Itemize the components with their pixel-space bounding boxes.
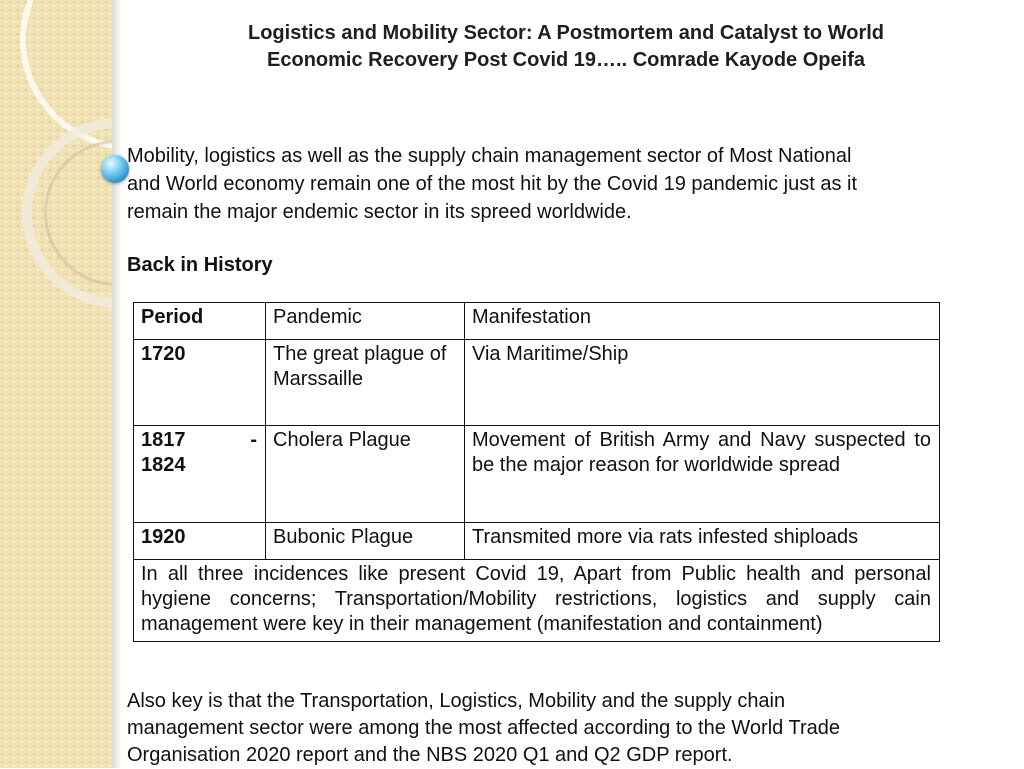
cell-manifestation: Via Maritime/Ship [465, 340, 940, 426]
cell-pandemic: Cholera Plague [266, 426, 465, 523]
outro-line: management sector were among the most affected according to the World Trade [127, 717, 840, 739]
table-footer-row [134, 560, 940, 642]
intro-line: and World economy remain one of the most hit by the Covid 19 pandemic just as it [127, 173, 858, 195]
cell-pandemic: Bubonic Plague [266, 523, 465, 560]
header-manifestation: Manifestation [465, 303, 940, 340]
table-row [134, 426, 940, 523]
decorative-side-strip [0, 0, 112, 768]
strip-shadow [112, 0, 122, 768]
title-line: Logistics and Mobility Sector: A Postmortem and Catalyst to World [248, 22, 884, 44]
table-row [134, 340, 940, 426]
period-dash: - [250, 429, 257, 451]
cell-manifestation: Movement of British Army and Navy suspected to be the major reason for worldwide spread [465, 426, 940, 523]
cell-period [134, 426, 266, 523]
table-header-row [134, 303, 940, 340]
title-line: Economic Recovery Post Covid 19….. Comrade Kayode Opeifa [267, 49, 865, 71]
intro-paragraph [127, 142, 967, 226]
period-start: 1817 [141, 429, 186, 451]
closing-paragraph [127, 688, 967, 769]
header-pandemic: Pandemic [266, 303, 465, 340]
intro-line: Mobility, logistics as well as the supply chain management sector of Most National [127, 145, 852, 167]
section-heading: Back in History [127, 254, 273, 276]
outro-line: Also key is that the Transportation, Logistics, Mobility and the supply chain [127, 690, 786, 712]
table-footer-note: In all three incidences like present Covid 19, Apart from Public health and personal hygiene concerns; Transportation/Mobility restrictions, logistics and supply cain management were key in their management (manifestation and containment) [134, 560, 940, 642]
history-table [133, 302, 940, 642]
cell-pandemic: The great plague of Marssaille [266, 340, 465, 426]
document-title [180, 20, 952, 74]
bullet-ball-icon [101, 155, 129, 183]
period-end: 1824 [141, 454, 186, 476]
cell-period: 1920 [134, 523, 266, 560]
header-period: Period [134, 303, 266, 340]
cell-period: 1720 [134, 340, 266, 426]
cell-manifestation: Transmited more via rats infested shiploads [465, 523, 940, 560]
outro-line: Organisation 2020 report and the NBS 2020 Q1 and Q2 GDP report. [127, 744, 733, 766]
intro-line: remain the major endemic sector in its spreed worldwide. [127, 201, 632, 223]
table-row [134, 523, 940, 560]
period-range-start [141, 428, 257, 453]
